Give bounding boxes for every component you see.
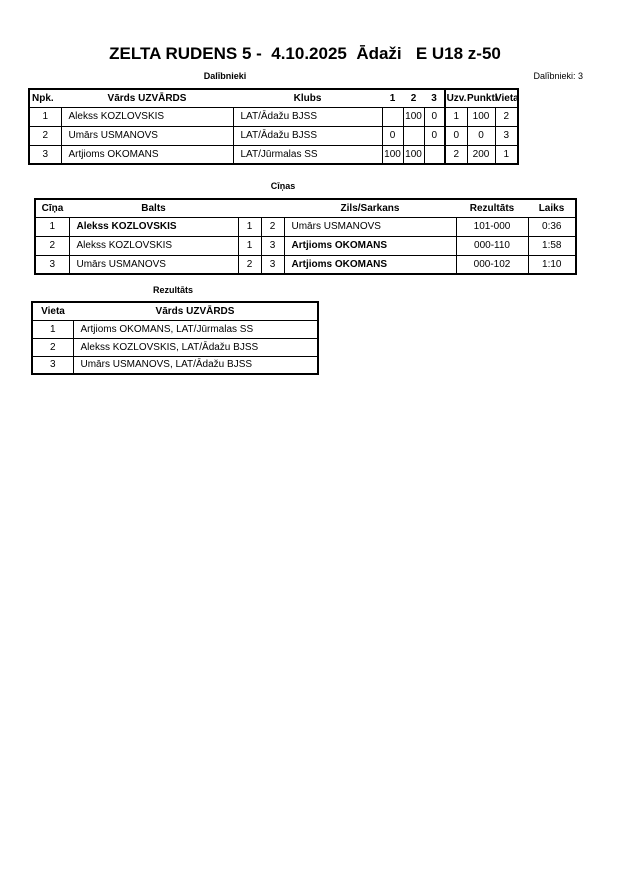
blue-name-cell: Artjioms OKOMANS: [284, 236, 456, 255]
fight-no-cell: 2: [35, 236, 69, 255]
results-table: [31, 301, 319, 375]
match1-cell: [382, 107, 403, 126]
name-cell: Umārs USMANOVS: [61, 126, 233, 145]
wins-cell: 2: [445, 145, 467, 164]
white-no-cell: 1: [238, 236, 261, 255]
result-row: [32, 338, 318, 356]
fights-table: [34, 198, 577, 275]
col-blue-no-header: [261, 199, 284, 217]
npk-cell: 1: [29, 107, 61, 126]
time-cell: 1:10: [528, 255, 576, 274]
white-no-cell: 1: [238, 217, 261, 236]
fight-no-cell: 3: [35, 255, 69, 274]
fight-row: [35, 255, 576, 274]
blue-no-cell: 3: [261, 236, 284, 255]
col-club-header: Klubs: [233, 89, 382, 107]
place-cell: 3: [32, 356, 73, 374]
name-cell: Alekss KOZLOVSKIS: [61, 107, 233, 126]
match3-cell: 0: [424, 107, 445, 126]
participant-row: [29, 126, 518, 145]
blue-name-cell: Umārs USMANOVS: [284, 217, 456, 236]
col-fight-header: Cīņa: [35, 199, 69, 217]
place-cell: 2: [32, 338, 73, 356]
blue-no-cell: 2: [261, 217, 284, 236]
wins-cell: 0: [445, 126, 467, 145]
page-title: ZELTA RUDENS 5 - 4.10.2025 Ādaži E U18 z-50: [109, 44, 501, 63]
fight-no-cell: 1: [35, 217, 69, 236]
club-cell: LAT/Ādažu BJSS: [233, 107, 382, 126]
club-cell: LAT/Jūrmalas SS: [233, 145, 382, 164]
match1-cell: 100: [382, 145, 403, 164]
result-row: [32, 356, 318, 374]
match3-cell: 0: [424, 126, 445, 145]
white-name-cell: Alekss KOZLOVSKIS: [69, 236, 238, 255]
place-cell: 1: [495, 145, 518, 164]
white-no-cell: 2: [238, 255, 261, 274]
col-name-header: Vārds UZVĀRDS: [73, 302, 318, 320]
npk-cell: 2: [29, 126, 61, 145]
col-match3-header: 3: [424, 89, 445, 107]
participant-row: [29, 107, 518, 126]
participants-section-label: Dalībnieki: [203, 71, 247, 81]
points-cell: 0: [467, 126, 495, 145]
time-cell: 1:58: [528, 236, 576, 255]
result-cell: 101-000: [456, 217, 528, 236]
wins-cell: 1: [445, 107, 467, 126]
col-blue-header: Zils/Sarkans: [284, 199, 456, 217]
blue-name-cell: Artjioms OKOMANS: [284, 255, 456, 274]
match3-cell: [424, 145, 445, 164]
col-points-header: Punkti: [467, 89, 495, 107]
col-time-header: Laiks: [528, 199, 576, 217]
name-club-cell: Alekss KOZLOVSKIS, LAT/Ādažu BJSS: [73, 338, 318, 356]
white-name-cell: Umārs USMANOVS: [69, 255, 238, 274]
results-section-label: Rezultāts: [152, 285, 193, 295]
col-wins-header: Uzv.: [445, 89, 467, 107]
white-name-cell: Alekss KOZLOVSKIS: [69, 217, 238, 236]
points-cell: 200: [467, 145, 495, 164]
participants-header-row: [29, 89, 518, 107]
match2-cell: 100: [403, 145, 424, 164]
participants-table: [28, 88, 519, 165]
col-white-header: Balts: [69, 199, 238, 217]
npk-cell: 3: [29, 145, 61, 164]
place-cell: 3: [495, 126, 518, 145]
results-header-row: [32, 302, 318, 320]
result-cell: 000-102: [456, 255, 528, 274]
col-match2-header: 2: [403, 89, 424, 107]
fight-row: [35, 236, 576, 255]
result-cell: 000-110: [456, 236, 528, 255]
fights-section-label: Cīņas: [270, 181, 296, 191]
col-white-no-header: [238, 199, 261, 217]
fight-row: [35, 217, 576, 236]
col-result-header: Rezultāts: [456, 199, 528, 217]
match2-cell: [403, 126, 424, 145]
time-cell: 0:36: [528, 217, 576, 236]
match2-cell: 100: [403, 107, 424, 126]
fights-header-row: [35, 199, 576, 217]
club-cell: LAT/Ādažu BJSS: [233, 126, 382, 145]
match1-cell: 0: [382, 126, 403, 145]
col-name-header: Vārds UZVĀRDS: [61, 89, 233, 107]
col-npk-header: Npk.: [29, 89, 61, 107]
place-cell: 2: [495, 107, 518, 126]
col-place-header: Vieta: [32, 302, 73, 320]
col-place-header: Vieta: [495, 89, 518, 107]
name-club-cell: Artjioms OKOMANS, LAT/Jūrmalas SS: [73, 320, 318, 338]
participant-row: [29, 145, 518, 164]
col-match1-header: 1: [382, 89, 403, 107]
name-club-cell: Umārs USMANOVS, LAT/Ādažu BJSS: [73, 356, 318, 374]
result-row: [32, 320, 318, 338]
place-cell: 1: [32, 320, 73, 338]
points-cell: 100: [467, 107, 495, 126]
name-cell: Artjioms OKOMANS: [61, 145, 233, 164]
blue-no-cell: 3: [261, 255, 284, 274]
participants-count-label: Dalībnieki: 3: [533, 71, 583, 81]
